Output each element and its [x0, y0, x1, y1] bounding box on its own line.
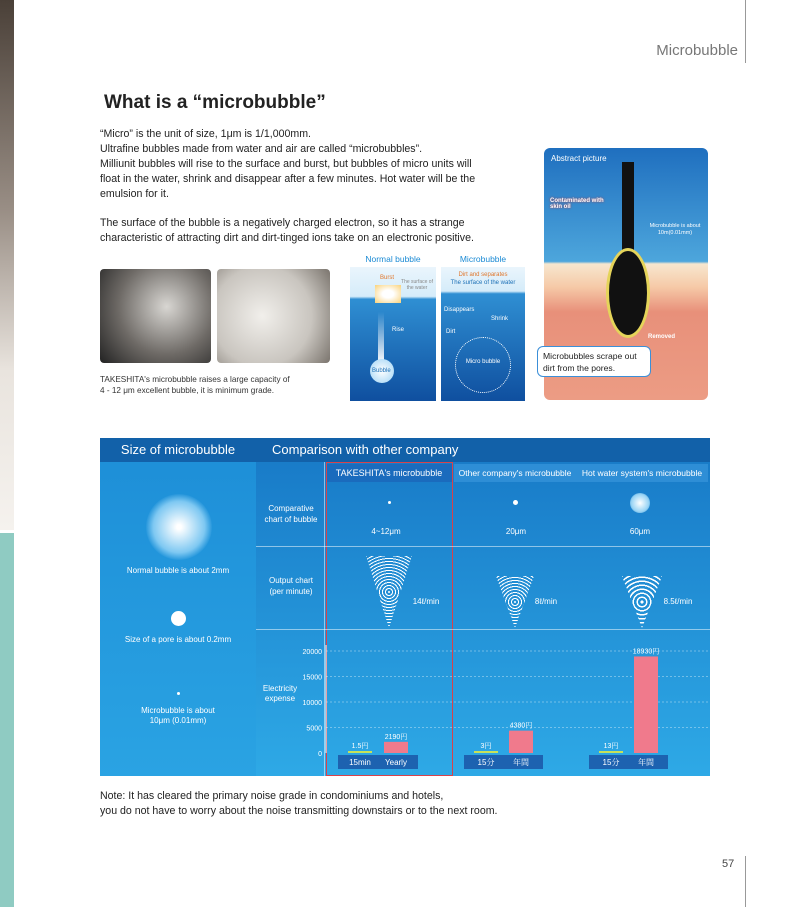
bubble-label: Bubble: [372, 368, 391, 374]
comparison-panel: [256, 438, 710, 776]
y-tick-label: 15000: [302, 674, 322, 682]
size-panel-title: Size of microbubble: [100, 438, 256, 462]
category-label: 年間: [638, 758, 654, 767]
bar-value-label: 4380円: [509, 722, 533, 730]
surface-label: The surface of the water: [401, 279, 433, 291]
microbubble-heading: Microbubble: [459, 254, 507, 264]
photo-caption: [100, 374, 290, 396]
category-label: 15分: [477, 758, 495, 767]
comparison-title: Comparison with other company: [256, 438, 710, 462]
y-tick-label: 10000: [302, 700, 322, 707]
category-label: 15min: [349, 758, 371, 767]
burst-label: Burst: [380, 275, 395, 281]
hair-follicle-icon: [606, 248, 650, 338]
disappears-label: Disappears: [444, 307, 475, 313]
intro-text: [100, 127, 522, 246]
callout-bubble: [537, 346, 651, 377]
size-panel: [100, 438, 256, 776]
intro-line: Milliunit bubbles will rise to the surface and burst, but bubbles of micro units will: [100, 158, 472, 170]
intro-line: float in the water, shrink and disappear after a few minutes. Hot water will be the: [100, 173, 476, 185]
ion-cluster-icon: [455, 337, 511, 393]
bubble-size-dot: [630, 493, 650, 513]
header-rule: [745, 0, 746, 63]
bar: [474, 751, 498, 753]
microbubble-size-value: 10m(0.01mm): [657, 230, 693, 236]
bar-value-label: 18930円: [632, 648, 660, 656]
note-line: Note: It has cleared the primary noise grade in condominiums and hotels,: [100, 790, 444, 802]
row2-label: Output chart: [268, 576, 314, 585]
size-value: 4~12μm: [371, 527, 401, 536]
bubble-size-dot: [513, 500, 518, 505]
dirt-separates-label: Dirt and separates: [458, 272, 508, 278]
col-takeshita: TAKESHITA's microbubble: [326, 464, 452, 482]
section-header: Microbubble: [656, 42, 738, 59]
rise-arrow-icon: [378, 312, 384, 364]
normal-bubble-panel: [350, 267, 436, 401]
side-photo-strip: [0, 0, 14, 530]
row1-label: Comparative: [268, 504, 314, 513]
category-label: 年間: [513, 758, 529, 767]
row1-label: chart of bubble: [264, 515, 318, 524]
size-value: 60μm: [629, 527, 651, 536]
bubble-size-dot: [388, 501, 391, 504]
note-line: you do not have to worry about the noise transmitting downstairs or to the next room.: [100, 805, 498, 817]
y-tick-label: 5000: [306, 725, 322, 733]
intro-line: emulsion for it.: [100, 188, 169, 200]
caption-line: TAKESHITA's microbubble raises a large capacity of: [100, 375, 290, 384]
bar: [509, 731, 533, 753]
bar-value-label: 3円: [480, 743, 492, 750]
normal-bubble-heading: Normal bubble: [365, 254, 421, 264]
callout-line: dirt from the pores.: [543, 363, 616, 373]
bar: [384, 742, 408, 753]
rate-value: 8ℓ/min: [534, 597, 558, 606]
rate-value: 8.5ℓ/min: [663, 597, 693, 606]
rise-label: Rise: [392, 327, 405, 333]
col-hot-water: Hot water system's microbubble: [576, 464, 708, 482]
category-label: Yearly: [385, 758, 407, 767]
microbubble-size-value: 10μm (0.01mm): [149, 716, 207, 725]
rate-value: 14ℓ/min: [412, 597, 440, 606]
footer-rule: [745, 856, 746, 907]
electricity-chart: [256, 630, 710, 776]
row2-label: (per minute): [269, 587, 313, 596]
normal-bubble-size-label: Normal bubble is about 2mm: [126, 566, 230, 575]
bar-value-label: 1.5円: [351, 743, 369, 750]
bar-value-label: 2190円: [384, 733, 408, 741]
bar-value-label: 13円: [603, 743, 619, 750]
side-color-band: [0, 533, 14, 907]
note: [100, 789, 497, 819]
microbubble-dot-icon: [177, 692, 180, 695]
category-band: [589, 755, 668, 769]
burst-icon: [375, 285, 401, 303]
bar: [634, 656, 658, 753]
microbubble-size-label: Microbubble is about: [649, 223, 701, 229]
microbubble-size-label: Microbubble is about: [141, 706, 215, 715]
normal-bubble-icon: [146, 494, 212, 560]
bar: [348, 751, 372, 753]
intro-line: Ultrafine bubbles made from water and air are called “microbubbles”.: [100, 143, 423, 155]
surface-label: The surface of the water: [450, 280, 516, 286]
col-other-company: Other company's microbubble: [454, 464, 576, 482]
row3-label: expense: [264, 694, 296, 703]
pore-icon: [171, 611, 186, 626]
intro-line: “Micro” is the unit of size, 1μm is 1/1,000mm.: [100, 128, 311, 140]
intro-line: characteristic of attracting dirt and dirt-tinged ions take on an electronic positive.: [100, 232, 474, 244]
micro-bubble-label: Micro bubble: [465, 359, 501, 365]
abstract-title: Abstract picture: [551, 154, 607, 163]
size-value: 20μm: [505, 527, 527, 536]
category-label: 15分: [602, 758, 620, 767]
dirt-label: Dirt: [446, 329, 456, 335]
bar: [599, 751, 623, 753]
row3-label: Electricity: [262, 684, 298, 693]
category-band: [464, 755, 543, 769]
pore-size-label: Size of a pore is about 0.2mm: [124, 635, 232, 644]
page-title: What is a “microbubble”: [104, 92, 326, 113]
contaminated-label: Contaminated with skin oil: [550, 198, 604, 210]
intro-line: The surface of the bubble is a negatively charged electron, so it has a strange: [100, 217, 465, 229]
callout-line: Microbubbles scrape out: [543, 351, 637, 361]
bubble-photo-1: [100, 269, 211, 363]
shrink-label: Shrink: [491, 316, 509, 322]
caption-line: 4 - 12 μm excellent bubble, it is minimum grade.: [100, 386, 275, 395]
y-tick-label: 20000: [302, 649, 322, 656]
bubble-photo-2: [217, 269, 330, 363]
y-tick-label: 0: [318, 751, 322, 758]
removed-label: Removed: [648, 334, 676, 340]
microbubble-panel: [441, 267, 525, 401]
page-number: 57: [722, 858, 735, 870]
